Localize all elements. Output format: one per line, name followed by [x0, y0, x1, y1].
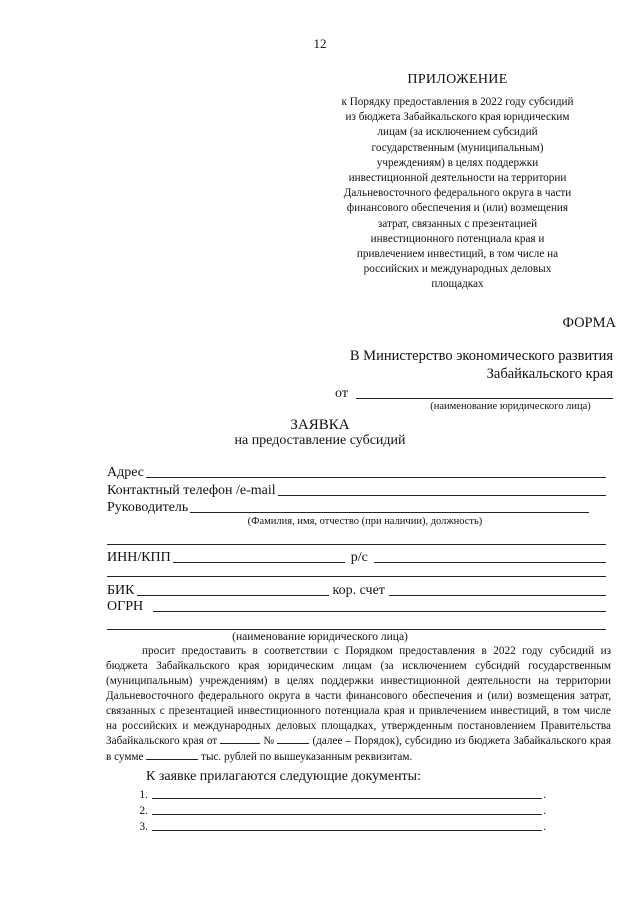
documents-heading: К заявке прилагаются следующие документы: — [146, 769, 421, 784]
separator-line — [107, 576, 606, 577]
appendix-line: финансового обеспечения и (или) возмещения — [346, 202, 569, 215]
phone-row — [107, 481, 606, 499]
account-label: р/с — [350, 550, 368, 565]
inn-kpp-label: ИНН/КПП — [107, 550, 171, 565]
from-row — [335, 384, 613, 402]
appendix-line: площадках — [431, 278, 484, 291]
from-entity-field[interactable] — [356, 398, 613, 399]
from-note: (наименование юридического лица) — [430, 401, 591, 412]
bik-label: БИК — [107, 583, 135, 598]
page-number: 12 — [313, 36, 327, 51]
head-note: (Фамилия, имя, отчество (при наличии), должность) — [247, 516, 483, 527]
appendix-line: инвестиционного потенциала края и — [370, 232, 545, 245]
request-paragraph — [106, 644, 611, 765]
head-label: Руководитель — [107, 500, 189, 515]
appendix-reference — [316, 95, 599, 293]
document-item — [126, 818, 546, 833]
request-text-3: тыс. рублей по вышеуказанным реквизитам. — [201, 751, 413, 764]
head-row — [107, 498, 589, 516]
request-text-2: (далее – Порядок), субсидию из бюджета Забайкальского края в сумме — [106, 735, 611, 764]
entity-note: (наименование юридического лица) — [232, 631, 408, 643]
application-subtitle: на предоставление субсидий — [234, 433, 406, 448]
corr-account-field[interactable] — [389, 595, 606, 596]
document-item — [126, 802, 546, 817]
form-label: ФОРМА — [562, 315, 616, 331]
document-number: 3. — [139, 821, 148, 833]
head-field[interactable] — [190, 512, 589, 513]
document-field[interactable] — [152, 814, 542, 815]
decree-date-field[interactable] — [220, 733, 260, 744]
appendix-line: лицам (за исключением субсидий — [377, 126, 538, 139]
account-field[interactable] — [374, 562, 606, 563]
bik-field[interactable] — [137, 595, 329, 596]
document-number: 2. — [139, 805, 148, 817]
document-field[interactable] — [152, 830, 542, 831]
appendix-line: инвестиционной деятельности на территории — [348, 172, 567, 185]
end-mark: . — [543, 789, 546, 801]
appendix-line: затрат, связанных с презентацией — [377, 217, 538, 230]
address-field[interactable] — [146, 477, 606, 478]
corr-account-label: кор. счет — [332, 583, 385, 598]
address-label: Адрес — [107, 465, 145, 480]
document-field[interactable] — [152, 798, 542, 799]
document-item — [126, 786, 546, 801]
end-mark: . — [543, 805, 546, 817]
document-number: 1. — [139, 789, 148, 801]
inn-kpp-field[interactable] — [173, 562, 345, 563]
phone-label: Контактный телефон /e-mail — [107, 483, 276, 498]
entity-name-field[interactable] — [107, 629, 606, 630]
phone-email-field[interactable] — [278, 495, 606, 496]
ogrn-row — [107, 597, 606, 615]
decree-number-field[interactable] — [277, 733, 309, 744]
appendix-line: учреждениям) в целях поддержки — [376, 156, 539, 169]
inn-account-row — [107, 548, 606, 566]
appendix-line: российских и международных деловых — [363, 263, 552, 276]
request-text-1: просит предоставить в соответствии с Порядком предоставления в 2022 году субсидий из бюджета Забайкальского края юридическим лицам (за исключением субсидий государственным (муниципальным) учреждениям) в целях поддержки инвестиционной деятельности на территории Дальневосточного федерального округа в части финансового обеспечения и (или) возмещения затрат, связанных с презентацией инвестиционного потенциала края и привлечением инвестиций, в том числе на российских и международных деловых площадках, утвержденным постановлением Правительства Забайкальского края от — [106, 645, 611, 748]
amount-field[interactable] — [146, 749, 198, 760]
addressee-line-2: Забайкальского края — [486, 366, 613, 382]
from-label: от — [335, 386, 348, 401]
address-row — [107, 463, 606, 481]
appendix-line: к Порядку предоставления в 2022 году субсидий — [341, 96, 574, 108]
application-title: ЗАЯВКА — [290, 417, 350, 433]
appendix-line: из бюджета Забайкальского края юридическим — [345, 111, 570, 124]
addressee-line-1: В Министерство экономического развития — [349, 348, 613, 364]
ogrn-label: ОГРН — [107, 599, 144, 614]
appendix-line: Дальневосточного федерального округа в части — [343, 187, 572, 200]
appendix-line: привлечением инвестиций, в том числе на — [356, 248, 559, 261]
ogrn-field[interactable] — [153, 611, 606, 612]
appendix-title: ПРИЛОЖЕНИЕ — [407, 72, 508, 87]
head-extra-line[interactable] — [107, 544, 606, 545]
number-sign: № — [263, 735, 275, 748]
end-mark: . — [543, 821, 546, 833]
appendix-line: государственным (муниципальным) — [371, 141, 544, 154]
